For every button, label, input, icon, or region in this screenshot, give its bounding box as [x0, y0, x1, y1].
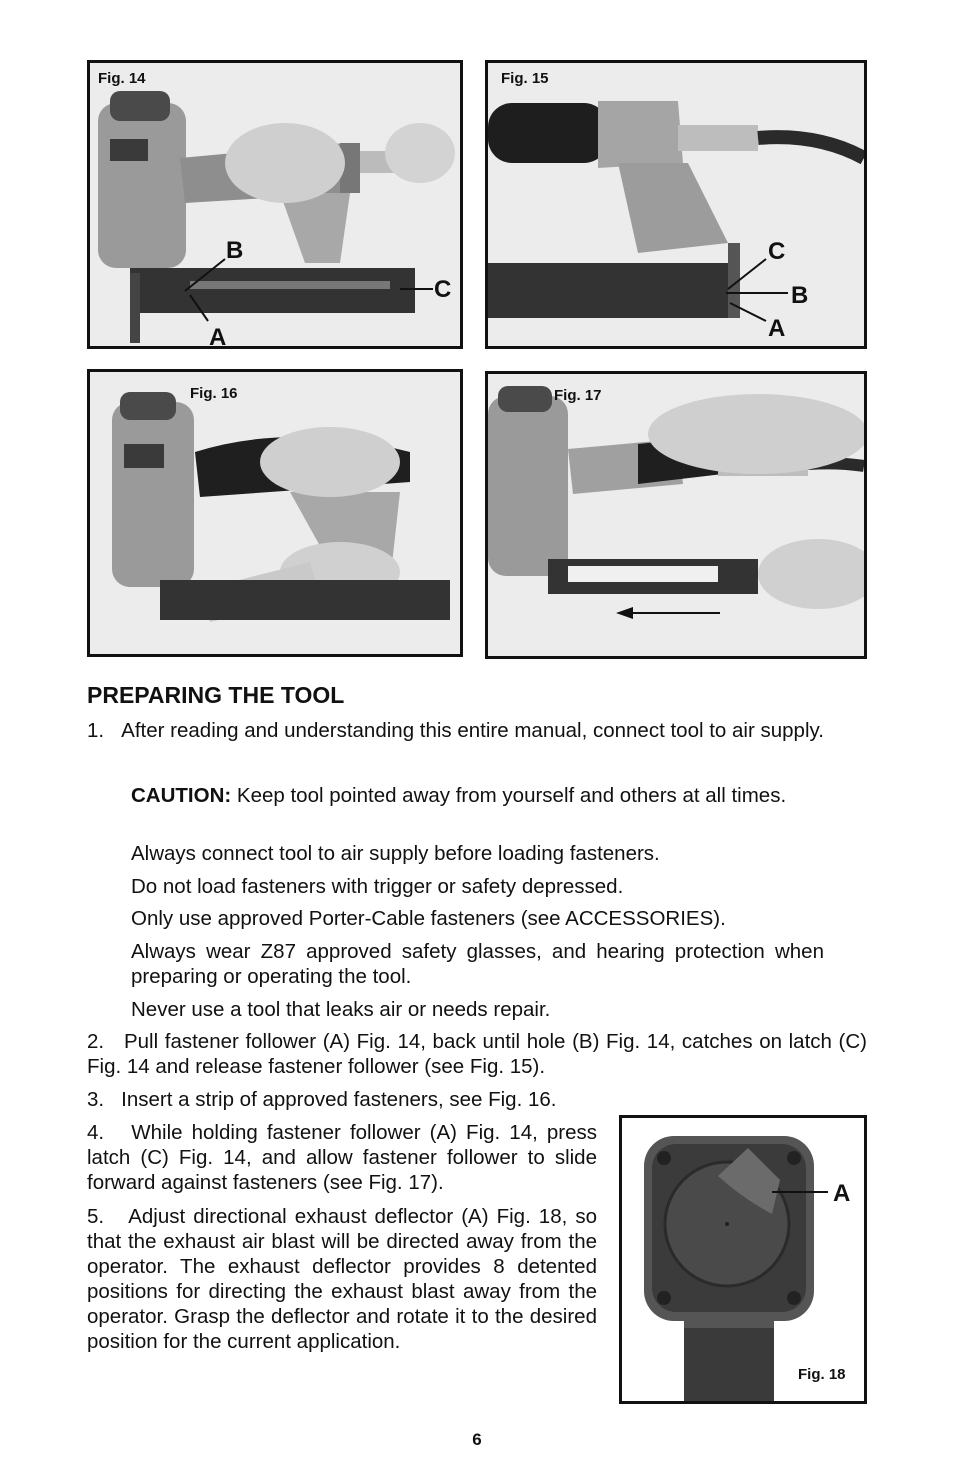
step-5: 5. Adjust directional exhaust deflector (A) Fig. 18, so that the exhaust air blast will be directed away from the operator. The exhaust deflector provides 8 detented positions for directing the exhaust blast away from the operator. Grasp the deflector and rotate it to the desired position for the current application. [87, 1205, 597, 1353]
callout-leader-line [622, 1118, 864, 1401]
callout-a: A [833, 1180, 851, 1207]
callout-b: B [791, 282, 809, 309]
figure-14 [87, 60, 463, 349]
note-approved-fasteners: Only use approved Porter-Cable fasteners (see ACCESSORIES). [131, 907, 726, 930]
note-no-leaks: Never use a tool that leaks air or needs repair. [131, 998, 551, 1021]
figure-label: Fig. 14 [98, 70, 146, 87]
callout-leader-lines [90, 63, 460, 346]
figure-17 [485, 371, 867, 659]
direction-arrow [488, 374, 864, 656]
figure-label: Fig. 17 [554, 387, 602, 404]
page-number: 6 [472, 1430, 482, 1449]
callout-a: A [768, 315, 786, 342]
figure-18 [619, 1115, 867, 1404]
figure-15 [485, 60, 867, 349]
callout-b: B [226, 237, 244, 264]
step-4: 4. While holding fastener follower (A) Fig. 14, press latch (C) Fig. 14, and allow fastener follower to slide forward against fasteners (see Fig. 17). [87, 1121, 597, 1194]
figure-16 [87, 369, 463, 657]
figure-label: Fig. 18 [798, 1366, 846, 1383]
section-heading: PREPARING THE TOOL [87, 682, 345, 708]
callout-c: C [768, 238, 786, 265]
figure-label: Fig. 16 [190, 385, 238, 402]
callout-a: A [209, 324, 227, 349]
note-connect-first: Always connect tool to air supply before loading fasteners. [131, 842, 660, 865]
note-no-trigger: Do not load fasteners with trigger or safety depressed. [131, 875, 624, 898]
step-1: 1. After reading and understanding this entire manual, connect tool to air supply. [87, 719, 824, 742]
callout-c: C [434, 276, 452, 303]
caution-label: CAUTION: [131, 784, 232, 807]
step-3: 3. Insert a strip of approved fasteners, see Fig. 16. [87, 1088, 557, 1111]
loading-fasteners-photo-illustration [90, 372, 460, 654]
caution-text: Keep tool pointed away from yourself and others at all times. [231, 784, 787, 807]
note-safety-glasses: Always wear Z87 approved safety glasses, and hearing protection when preparing or operating the tool. [131, 940, 824, 988]
figure-label: Fig. 15 [501, 70, 549, 87]
step-2: 2. Pull fastener follower (A) Fig. 14, back until hole (B) Fig. 14, catches on latch (C) Fig. 14 and release fastener follower (see Fig. 15). [87, 1030, 867, 1078]
caution-note [131, 783, 824, 808]
